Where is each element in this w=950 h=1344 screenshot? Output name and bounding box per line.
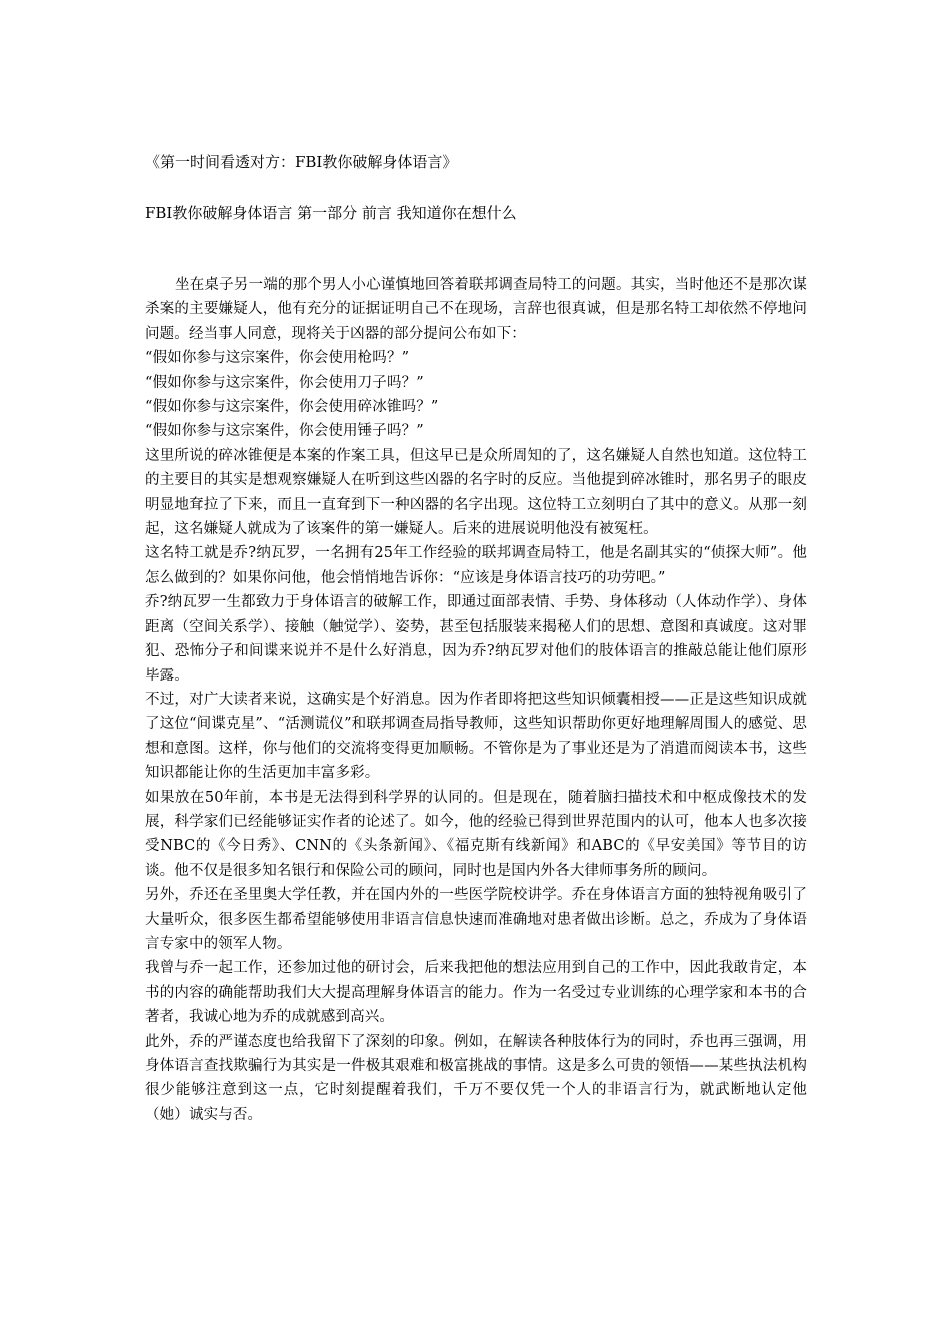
paragraph: 坐在桌子另一端的那个男人小心谨慎地回答着联邦调查局特工的问题。其实，当时他还不是那次谋杀案的主要嫌疑人，他有充分的证据证明自己不在现场，言辞也很真诚，但是那名特工却依然不停地问问题。经当事人同意，现将关于凶器的部分提问公布如下： — [145, 277, 807, 342]
paragraph: 如果放在50年前，本书是无法得到科学界的认同的。但是现在，随着脑扫描技术和中枢成像技术的发展，科学家们已经能够证实作者的论述了。如今，他的经验已得到世界范围内的认可，他本人也多次接受NBC的《今日秀》、CNN的《头条新闻》、《福克斯有线新闻》和ABC的《早安美国》等节目的访谈。他不仅是很多知名银行和保险公司的顾问，同时也是国内外各大律师事务所的顾问。 — [145, 789, 807, 879]
document-subtitle: FBI教你破解身体语言 第一部分 前言 我知道你在想什么 — [145, 204, 517, 222]
paragraph: 这里所说的碎冰锥便是本案的作案工具，但这早已是众所周知的了，这名嫌疑人自然也知道。这位特工的主要目的其实是想观察嫌疑人在听到这些凶器的名字时的反应。当他提到碎冰锥时，那名男子的眼皮明显地耷拉了下来，而且一直耷到下一种凶器的名字出现。这位特工立刻明白了其中的意义。从那一刻起，这名嫌疑人就成为了该案件的第一嫌疑人。后来的进展说明他没有被冤枉。 — [145, 447, 807, 538]
paragraph: 此外，乔的严谨态度也给我留下了深刻的印象。例如，在解读各种肢体行为的同时，乔也再三强调，用身体语言查找欺骗行为其实是一件极其艰难和极富挑战的事情。这是多么可贵的领悟——某些执法机构很少能够注意到这一点，它时刻提醒着我们，千万不要仅凭一个人的非语言行为，就武断地认定他（她）诚实与否。 — [145, 1033, 807, 1123]
paragraph: “假如你参与这宗案件，你会使用枪吗？” — [145, 350, 410, 367]
paragraph: 另外，乔还在圣里奥大学任教，并在国内外的一些医学院校讲学。乔在身体语言方面的独特视角吸引了大量听众，很多医生都希望能够使用非语言信息快速而准确地对患者做出诊断。总之，乔成为了身体语言专家中的领军人物。 — [145, 887, 807, 952]
paragraph: “假如你参与这宗案件，你会使用锤子吗？” — [145, 423, 424, 440]
document-body — [145, 273, 807, 1127]
paragraph: 我曾与乔一起工作，还参加过他的研讨会，后来我把他的想法应用到自己的工作中，因此我敢肯定，本书的内容的确能帮助我们大大提高理解身体语言的能力。作为一名受过专业训练的心理学家和本书的合著者，我诚心地为乔的成就感到高兴。 — [145, 960, 807, 1026]
paragraph: 乔?纳瓦罗一生都致力于身体语言的破解工作，即通过面部表情、手势、身体移动（人体动作学）、身体距离（空间关系学）、接触（触觉学）、姿势，甚至包括服装来揭秘人们的思想、意图和真诚度。这对罪犯、恐怖分子和间谍来说并不是什么好消息，因为乔?纳瓦罗对他们的肢体语言的推敲总能让他们原形毕露。 — [145, 594, 807, 684]
paragraph: “假如你参与这宗案件，你会使用碎冰锥吗？” — [145, 399, 439, 416]
paragraph: “假如你参与这宗案件，你会使用刀子吗？” — [145, 374, 424, 391]
paragraph: 不过，对广大读者来说，这确实是个好消息。因为作者即将把这些知识倾囊相授——正是这些知识成就了这位“间谍克星”、“活测谎仪”和联邦调查局指导教师，这些知识帮助你更好地理解周围人的感觉、思想和意图。这样，你与他们的交流将变得更加顺畅。不管你是为了事业还是为了消遣而阅读本书，这些知识都能让你的生活更加丰富多彩。 — [145, 691, 807, 782]
paragraph: 这名特工就是乔?纳瓦罗，一名拥有25年工作经验的联邦调查局特工，他是名副其实的“侦探大师”。他怎么做到的？如果你问他，他会悄悄地告诉你：“应该是身体语言技巧的功劳吧。” — [145, 545, 807, 586]
document-title: 《第一时间看透对方：FBI教你破解身体语言》 — [145, 153, 458, 171]
